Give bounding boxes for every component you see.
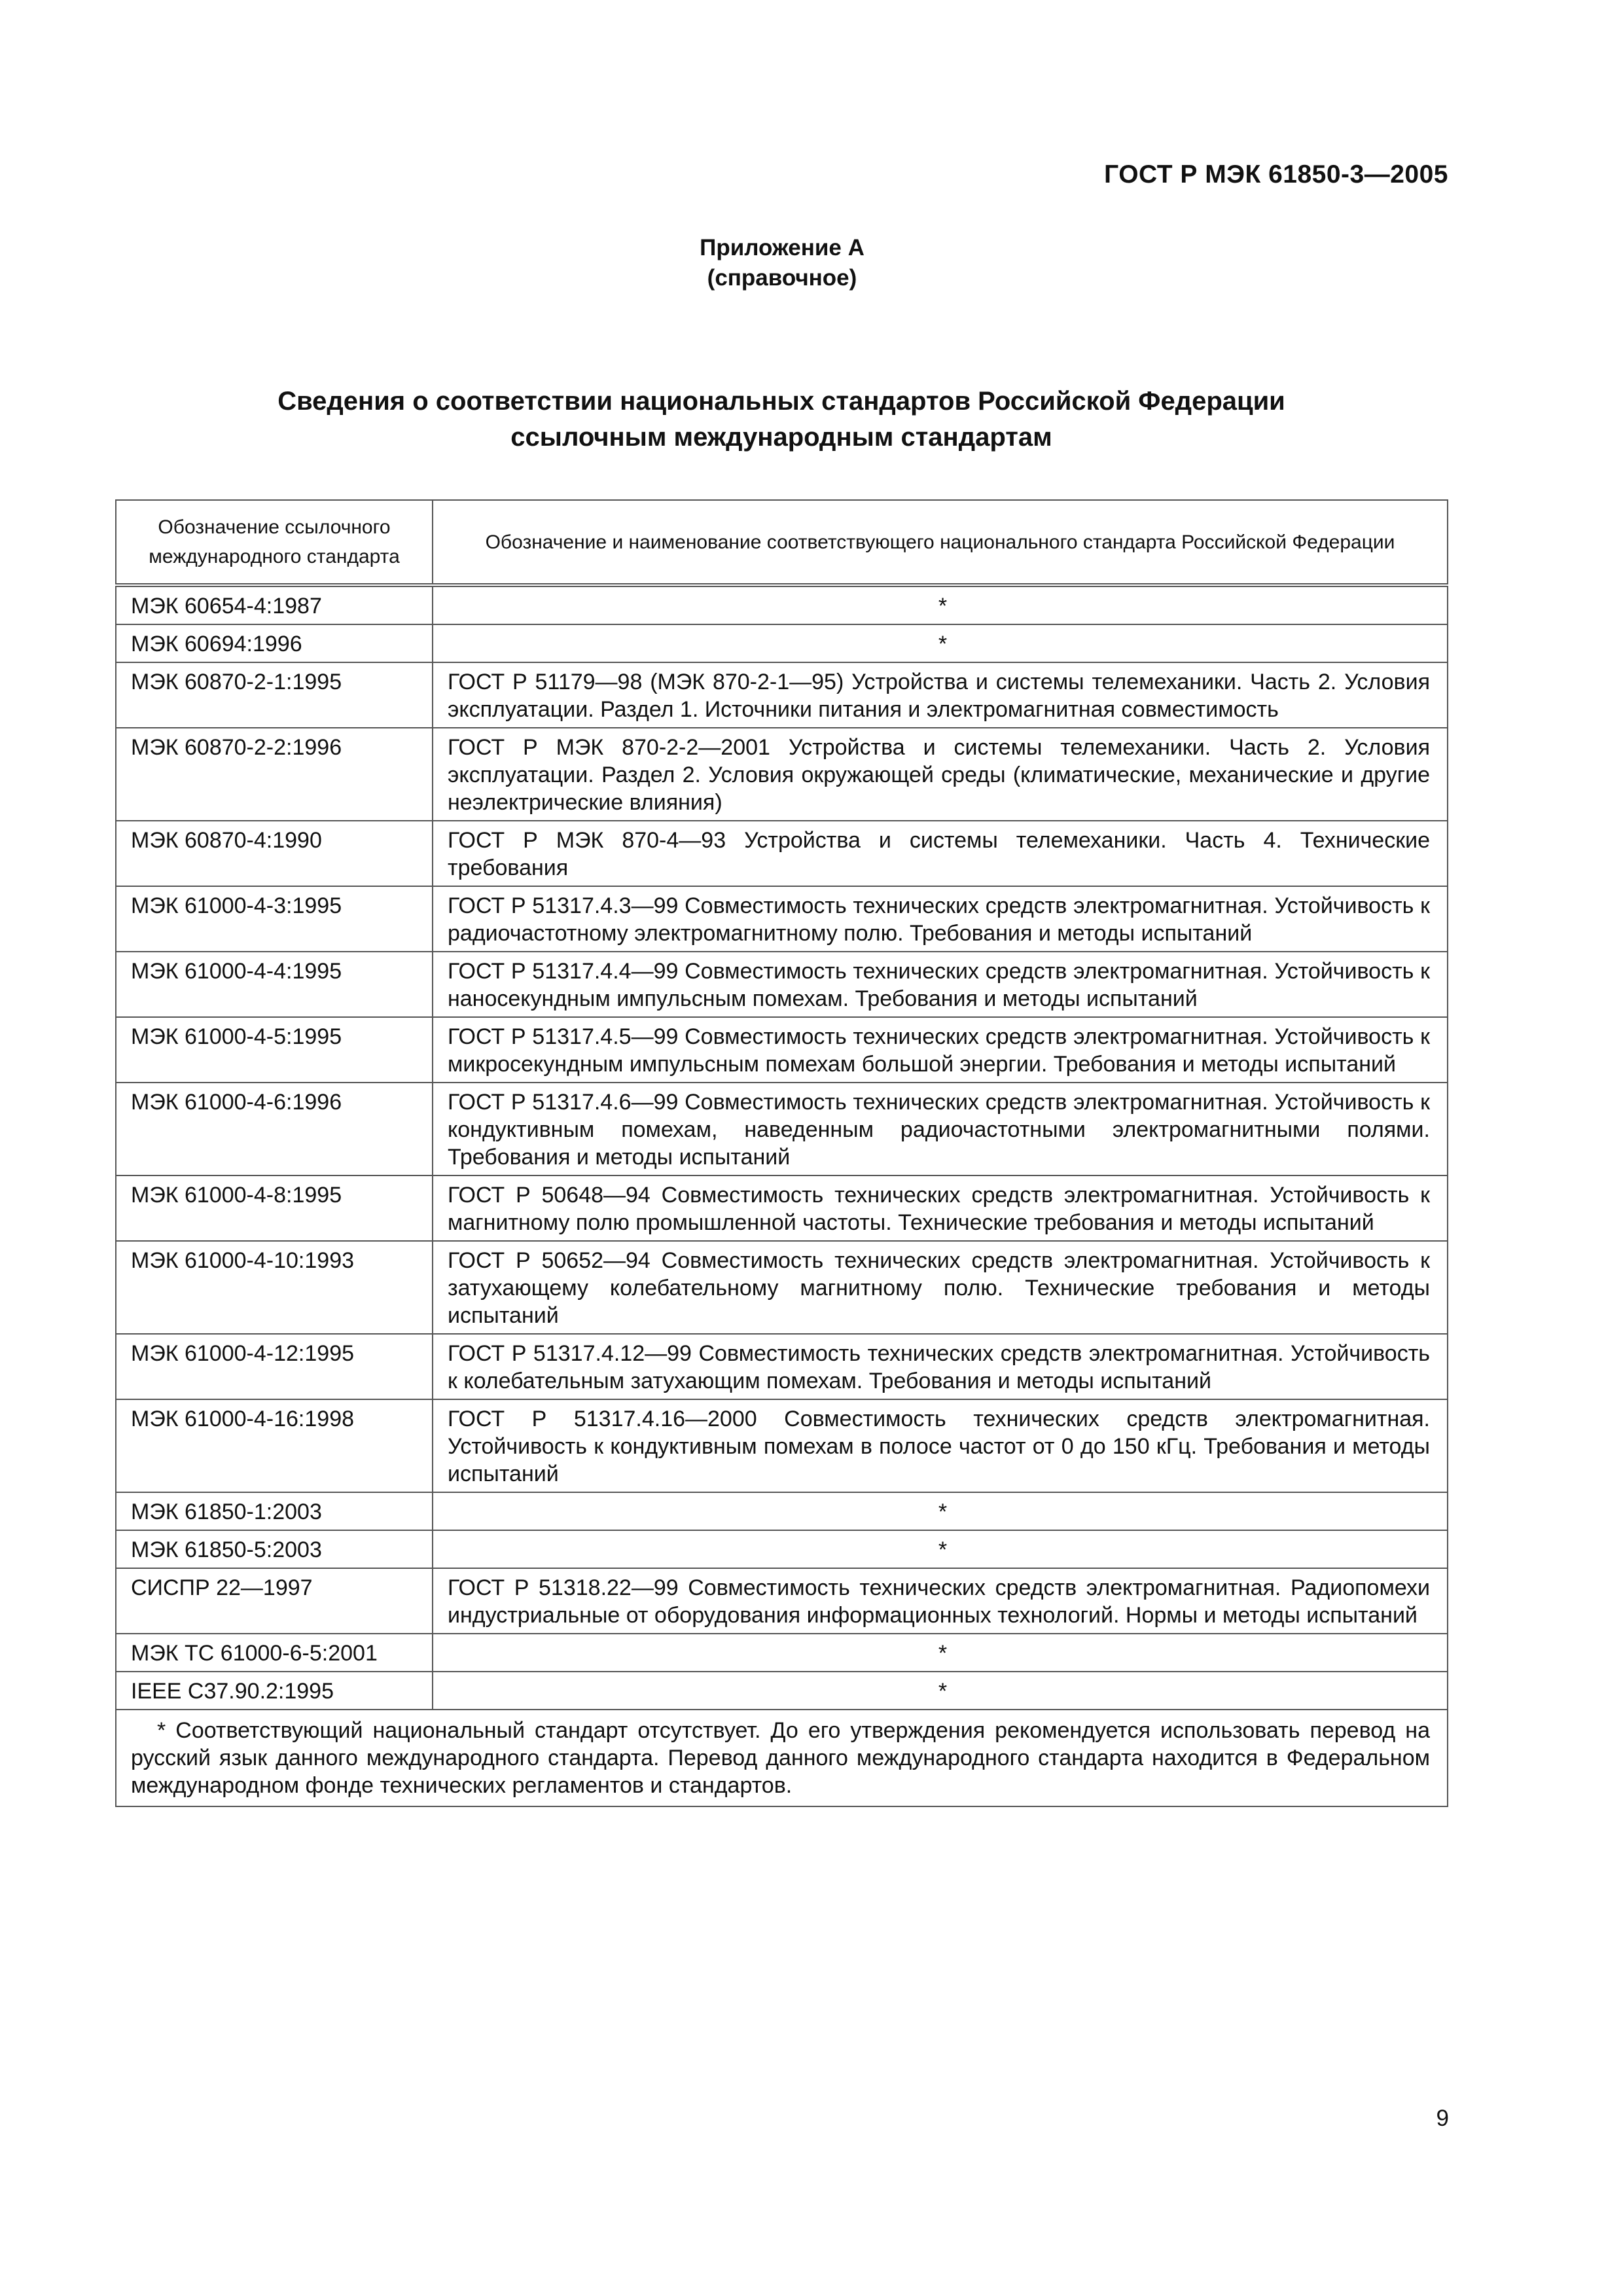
- international-standard-cell: МЭК 60694:1996: [116, 624, 433, 662]
- national-standard-cell: ГОСТ Р 51317.4.6—99 Совместимость технических средств электромагнитная. Устойчивость к кондуктивным помехам, наведенным радиочастотными электромагнитными полями. Требования и методы испытаний: [433, 1083, 1448, 1175]
- national-standard-cell: *: [433, 1530, 1448, 1568]
- table-row: [116, 1017, 1448, 1083]
- table-body: [116, 585, 1448, 1710]
- table-row: [116, 821, 1448, 886]
- national-standard-cell: *: [433, 1492, 1448, 1530]
- international-standard-cell: МЭК 61000-4-16:1998: [116, 1399, 433, 1492]
- document-title: [196, 384, 1366, 456]
- table-row: [116, 1241, 1448, 1334]
- table-row: [116, 1399, 1448, 1492]
- international-standard-cell: МЭК 61850-1:2003: [116, 1492, 433, 1530]
- page-number: 9: [1436, 2106, 1449, 2131]
- national-standard-cell: ГОСТ Р 50648—94 Совместимость технических средств электромагнитная. Устойчивость к магнитному полю промышленной частоты. Технические требования и методы испытаний: [433, 1175, 1448, 1241]
- table-row: [116, 1083, 1448, 1175]
- table-row: [116, 1334, 1448, 1399]
- national-standard-cell: *: [433, 585, 1448, 624]
- international-standard-cell: МЭК 61000-4-4:1995: [116, 952, 433, 1017]
- international-standard-cell: МЭК 61000-4-10:1993: [116, 1241, 433, 1334]
- national-standard-cell: *: [433, 624, 1448, 662]
- table-footnote: [116, 1710, 1448, 1806]
- table-row: [116, 1634, 1448, 1672]
- appendix-heading: [0, 233, 1564, 293]
- national-standard-cell: ГОСТ Р 51317.4.3—99 Совместимость технических средств электромагнитная. Устойчивость к радиочастотному электромагнитному полю. Требования и методы испытаний: [433, 886, 1448, 952]
- footnote-text: * Соответствующий национальный стандарт отсутствует. До его утверждения рекомендуется использовать перевод на русский язык данного международного стандарта. Перевод данного международного стандарта находится в Федеральном международном фонде технических регламентов и стандартов.: [131, 1718, 1430, 1798]
- national-standard-cell: ГОСТ Р МЭК 870-2-2—2001 Устройства и системы телемеханики. Часть 2. Условия эксплуатации. Раздел 2. Условия окружающей среды (климатические, механические и другие неэлектрические влияния): [433, 728, 1448, 821]
- international-standard-cell: МЭК 60654-4:1987: [116, 585, 433, 624]
- international-standard-cell: МЭК ТС 61000-6-5:2001: [116, 1634, 433, 1672]
- international-standard-cell: МЭК 60870-2-1:1995: [116, 662, 433, 728]
- international-standard-cell: СИСПР 22—1997: [116, 1568, 433, 1634]
- international-standard-cell: МЭК 60870-4:1990: [116, 821, 433, 886]
- national-standard-cell: *: [433, 1634, 1448, 1672]
- correspondence-table-wrapper: [115, 499, 1448, 1807]
- column-header-national: Обозначение и наименование соответствующего национального стандарта Российской Федерации: [433, 500, 1448, 585]
- table-row: [116, 585, 1448, 624]
- table-row: [116, 952, 1448, 1017]
- international-standard-cell: МЭК 61000-4-12:1995: [116, 1334, 433, 1399]
- table-footnote-row: [116, 1710, 1448, 1806]
- document-title-line-2: ссылочным международным стандартам: [510, 423, 1052, 452]
- national-standard-cell: *: [433, 1672, 1448, 1710]
- national-standard-cell: ГОСТ Р 51317.4.5—99 Совместимость технических средств электромагнитная. Устойчивость к микросекундным импульсным помехам большой энергии. Требования и методы испытаний: [433, 1017, 1448, 1083]
- international-standard-cell: МЭК 61000-4-5:1995: [116, 1017, 433, 1083]
- document-title-line-1: Сведения о соответствии национальных стандартов Российской Федерации: [277, 387, 1285, 416]
- table-row: [116, 728, 1448, 821]
- table-header-row: [116, 500, 1448, 585]
- national-standard-cell: ГОСТ Р 51318.22—99 Совместимость технических средств электромагнитная. Радиопомехи индустриальные от оборудования информационных технологий. Нормы и методы испытаний: [433, 1568, 1448, 1634]
- international-standard-cell: IEEE C37.90.2:1995: [116, 1672, 433, 1710]
- national-standard-cell: ГОСТ Р 51317.4.4—99 Совместимость технических средств электромагнитная. Устойчивость к наносекундным импульсным помехам. Требования и методы испытаний: [433, 952, 1448, 1017]
- appendix-subtitle: (справочное): [707, 265, 857, 291]
- standard-code: ГОСТ Р МЭК 61850-3—2005: [1104, 160, 1448, 188]
- national-standard-cell: ГОСТ Р 51179—98 (МЭК 870-2-1—95) Устройства и системы телемеханики. Часть 2. Условия эксплуатации. Раздел 1. Источники питания и электромагнитная совместимость: [433, 662, 1448, 728]
- table-row: [116, 886, 1448, 952]
- appendix-title: Приложение А: [700, 235, 865, 260]
- table-row: [116, 624, 1448, 662]
- international-standard-cell: МЭК 61000-4-3:1995: [116, 886, 433, 952]
- international-standard-cell: МЭК 61850-5:2003: [116, 1530, 433, 1568]
- table-row: [116, 1492, 1448, 1530]
- table-row: [116, 1175, 1448, 1241]
- international-standard-cell: МЭК 61000-4-8:1995: [116, 1175, 433, 1241]
- national-standard-cell: ГОСТ Р 50652—94 Совместимость технических средств электромагнитная. Устойчивость к затухающему колебательному магнитному полю. Технические требования и методы испытаний: [433, 1241, 1448, 1334]
- table-row: [116, 1568, 1448, 1634]
- column-header-international: Обозначение ссылочного международного стандарта: [116, 500, 433, 585]
- table-row: [116, 1530, 1448, 1568]
- national-standard-cell: ГОСТ Р МЭК 870-4—93 Устройства и системы телемеханики. Часть 4. Технические требования: [433, 821, 1448, 886]
- table-row: [116, 1672, 1448, 1710]
- correspondence-table: [115, 499, 1448, 1807]
- international-standard-cell: МЭК 61000-4-6:1996: [116, 1083, 433, 1175]
- national-standard-cell: ГОСТ Р 51317.4.12—99 Совместимость технических средств электромагнитная. Устойчивость к колебательным затухающим помехам. Требования и методы испытаний: [433, 1334, 1448, 1399]
- national-standard-cell: ГОСТ Р 51317.4.16—2000 Совместимость технических средств электромагнитная. Устойчивость к кондуктивным помехам в полосе частот от 0 до 150 кГц. Требования и методы испытаний: [433, 1399, 1448, 1492]
- table-row: [116, 662, 1448, 728]
- international-standard-cell: МЭК 60870-2-2:1996: [116, 728, 433, 821]
